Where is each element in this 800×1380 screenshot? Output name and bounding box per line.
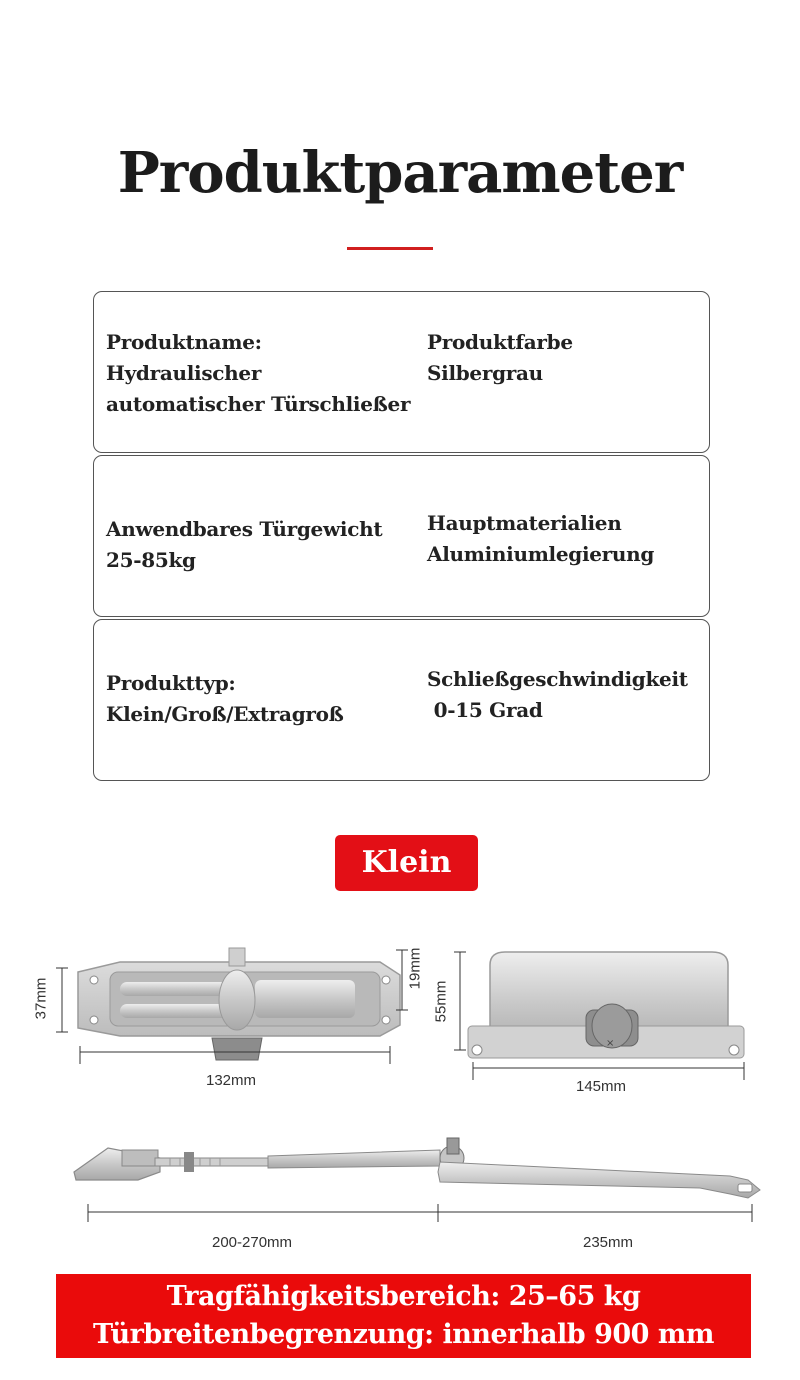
param-label: Produkttyp:: [106, 671, 236, 695]
param-value: Hydraulischer: [106, 361, 262, 385]
dim-body-length: 132mm: [206, 1072, 257, 1089]
dim-body-height: 37mm: [32, 977, 50, 1020]
param-label: Hauptmaterialien: [427, 511, 622, 535]
param-value: 0-15 Grad: [427, 698, 543, 722]
param-label: Anwendbares Türgewicht: [106, 517, 383, 541]
banner-door-width: Türbreitenbegrenzung: innerhalb 900 mm: [93, 1319, 714, 1350]
dim-arm-secondary: 235mm: [583, 1234, 634, 1251]
param-label: Produktname:: [106, 330, 262, 354]
param-value: Klein/Groß/Extragroß: [106, 702, 344, 726]
spec-banner: [56, 1274, 751, 1358]
param-value: Silbergrau: [427, 361, 543, 385]
dim-valve-height: 19mm: [406, 947, 424, 990]
dim-arm-main: 200-270mm: [212, 1234, 293, 1251]
svg-text:×: ×: [606, 1038, 615, 1049]
dim-cover-length: 145mm: [576, 1078, 627, 1095]
param-value: Aluminiumlegierung: [427, 542, 655, 566]
param-label: Schließgeschwindigkeit: [427, 667, 688, 691]
banner-load-range: Tragfähigkeitsbereich: 25–65 kg: [166, 1281, 641, 1312]
dim-cover-height: 55mm: [432, 980, 450, 1023]
size-badge: Klein: [335, 835, 478, 891]
param-value: automatischer Türschließer: [106, 392, 411, 416]
param-value: 25-85kg: [106, 548, 196, 572]
param-label: Produktfarbe: [427, 330, 573, 354]
page-title: Produktparameter: [117, 140, 683, 206]
